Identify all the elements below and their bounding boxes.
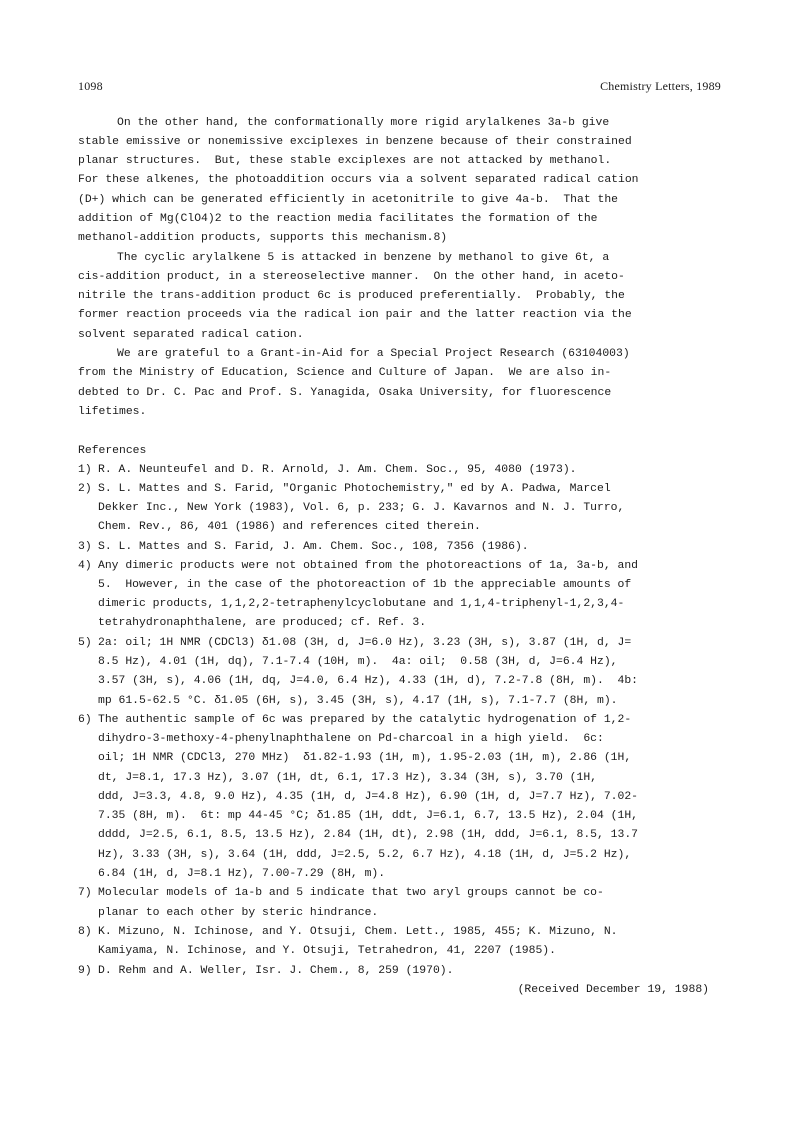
reference-line: R. A. Neunteufel and D. R. Arnold, J. Am. Chem. Soc., 95, 4080 (1973). [98,464,577,476]
reference-number: 4) [78,560,92,572]
body-line: methanol-addition products, supports this mechanism.8) [78,232,448,244]
body-line: former reaction proceeds via the radical ion pair and the latter reaction via the [78,309,632,321]
reference-line: tetrahydronaphthalene, are produced; cf. Ref. 3. [98,617,427,629]
reference-line: planar to each other by steric hindrance. [98,907,379,919]
reference-number: 1) [78,464,92,476]
reference-line: 3.57 (3H, s), 4.06 (1H, dq, J=4.0, 6.4 Hz), 4.33 (1H, d), 7.2-7.8 (8H, m). 4b: [98,675,639,687]
reference-line: mp 61.5-62.5 °C. δ1.05 (6H, s), 3.45 (3H, s), 4.17 (1H, s), 7.1-7.7 (8H, m). [98,695,618,707]
reference-line: 6.84 (1H, d, J=8.1 Hz), 7.00-7.29 (8H, m). [98,868,386,880]
reference-line: dihydro-3-methoxy-4-phenylnaphthalene on Pd-charcoal in a high yield. 6c: [98,733,604,745]
reference-number: 6) [78,714,92,726]
reference-line: 2a: oil; 1H NMR (CDCl3) δ1.08 (3H, d, J=6.0 Hz), 3.23 (3H, s), 3.87 (1H, d, J= [98,637,632,649]
page-number: 1098 [78,79,103,93]
body-line: For these alkenes, the photoaddition occurs via a solvent separated radical cation [78,174,639,186]
body-line: nitrile the trans-addition product 6c is produced preferentially. Probably, the [78,290,625,302]
reference-line: The authentic sample of 6c was prepared by the catalytic hydrogenation of 1,2- [98,714,632,726]
body-line: debted to Dr. C. Pac and Prof. S. Yanagida, Osaka University, for fluorescence [78,387,612,399]
reference-number: 7) [78,887,92,899]
reference-number: 2) [78,483,92,495]
reference-line: S. L. Mattes and S. Farid, J. Am. Chem. Soc., 108, 7356 (1986). [98,541,529,553]
body-line: planar structures. But, these stable exciplexes are not attacked by methanol. [78,155,612,167]
reference-line: Hz), 3.33 (3H, s), 3.64 (1H, ddd, J=2.5, 5.2, 6.7 Hz), 4.18 (1H, d, J=5.2 Hz), [98,849,632,861]
body-line: On the other hand, the conformationally more rigid arylalkenes 3a-b give [117,117,610,129]
reference-line: Any dimeric products were not obtained from the photoreactions of 1a, 3a-b, and [98,560,639,572]
reference-line: dt, J=8.1, 17.3 Hz), 3.07 (1H, dt, 6.1, 17.3 Hz), 3.34 (3H, s), 3.70 (1H, [98,772,597,784]
reference-line: K. Mizuno, N. Ichinose, and Y. Otsuji, Chem. Lett., 1985, 455; K. Mizuno, N. [98,926,618,938]
journal-title: Chemistry Letters, 1989 [600,79,721,93]
received-date: (Received December 19, 1988) [517,984,709,996]
reference-line: Chem. Rev., 86, 401 (1986) and references cited therein. [98,521,481,533]
reference-number: 3) [78,541,92,553]
body-line: We are grateful to a Grant-in-Aid for a Special Project Research (63104003) [117,348,630,360]
reference-line: S. L. Mattes and S. Farid, "Organic Photochemistry," ed by A. Padwa, Marcel [98,483,611,495]
reference-line: ddd, J=3.3, 4.8, 9.0 Hz), 4.35 (1H, d, J=4.8 Hz), 6.90 (1H, d, J=7.7 Hz), 7.02- [98,791,639,803]
reference-number: 9) [78,965,92,977]
body-line: lifetimes. [78,406,147,418]
references-heading: References [78,445,147,457]
reference-line: Molecular models of 1a-b and 5 indicate that two aryl groups cannot be co- [98,887,604,899]
reference-line: dimeric products, 1,1,2,2-tetraphenylcyclobutane and 1,1,4-triphenyl-1,2,3,4- [98,598,625,610]
reference-line: 7.35 (8H, m). 6t: mp 44-45 °C; δ1.85 (1H, ddt, J=6.1, 6.7, 13.5 Hz), 2.04 (1H, [98,810,639,822]
reference-line: 5. However, in the case of the photoreaction of 1b the appreciable amounts of [98,579,632,591]
body-line: from the Ministry of Education, Science and Culture of Japan. We are also in- [78,367,612,379]
body-line: cis-addition product, in a stereoselective manner. On the other hand, in aceto- [78,271,625,283]
body-line: The cyclic arylalkene 5 is attacked in benzene by methanol to give 6t, a [117,252,610,264]
reference-line: Dekker Inc., New York (1983), Vol. 6, p. 233; G. J. Kavarnos and N. J. Turro, [98,502,625,514]
reference-number: 8) [78,926,92,938]
reference-number: 5) [78,637,92,649]
body-line: (D+) which can be generated efficiently in acetonitrile to give 4a-b. That the [78,194,619,206]
reference-line: 8.5 Hz), 4.01 (1H, dq), 7.1-7.4 (10H, m). 4a: oil; 0.58 (3H, d, J=6.4 Hz), [98,656,618,668]
reference-line: Kamiyama, N. Ichinose, and Y. Otsuji, Tetrahedron, 41, 2207 (1985). [98,945,556,957]
body-line: stable emissive or nonemissive exciplexes in benzene because of their constrained [78,136,632,148]
body-line: addition of Mg(ClO4)2 to the reaction media facilitates the formation of the [78,213,598,225]
reference-line: D. Rehm and A. Weller, Isr. J. Chem., 8, 259 (1970). [98,965,454,977]
reference-line: oil; 1H NMR (CDCl3, 270 MHz) δ1.82-1.93 (1H, m), 1.95-2.03 (1H, m), 2.86 (1H, [98,752,632,764]
body-line: solvent separated radical cation. [78,329,304,341]
reference-line: dddd, J=2.5, 6.1, 8.5, 13.5 Hz), 2.84 (1H, dt), 2.98 (1H, ddd, J=6.1, 8.5, 13.7 [98,829,639,841]
